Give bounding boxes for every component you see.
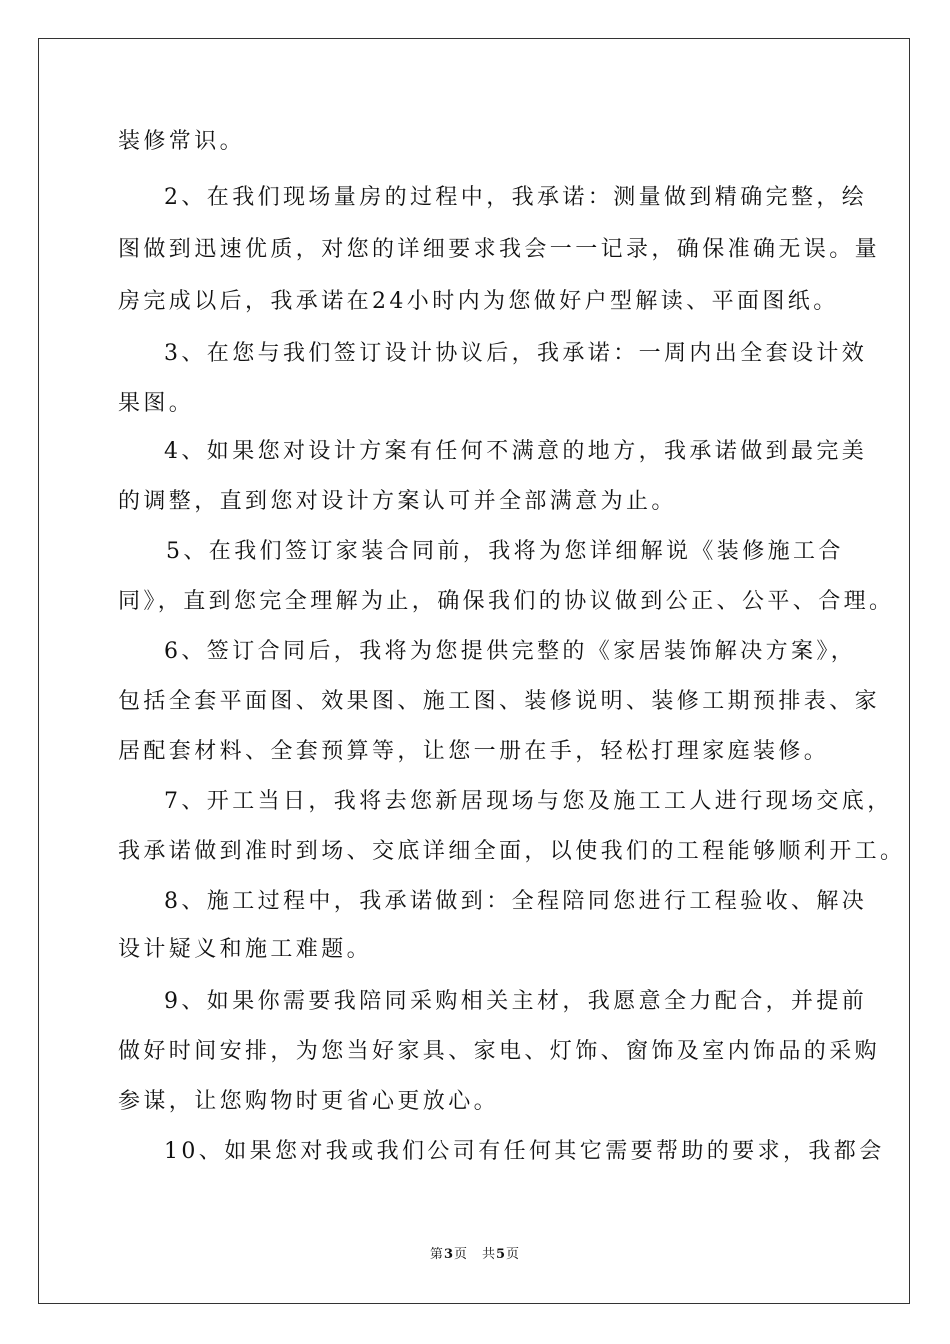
page-footer xyxy=(0,1246,950,1264)
text-line: 5、在我们签订家装合同前，我将为您详细解说《装修施工合 xyxy=(166,539,844,564)
text-line: 8、施工过程中，我承诺做到：全程陪同您进行工程验收、解决 xyxy=(164,889,868,914)
text-line: 居配套材料、全套预算等，让您一册在手，轻松打理家庭装修。 xyxy=(118,739,830,764)
text-line: 果图。 xyxy=(118,391,195,416)
page-label-mid: 页 共 xyxy=(453,1247,496,1262)
text-line: 3、在您与我们签订设计协议后，我承诺：一周内出全套设计效 xyxy=(164,341,868,366)
text-line: 2、在我们现场量房的过程中，我承诺：测量做到精确完整，绘 xyxy=(164,185,868,210)
current-page-number: 3 xyxy=(443,1247,454,1262)
text-line: 4、如果您对设计方案有任何不满意的地方，我承诺做到最完美 xyxy=(164,439,868,464)
text-line: 设计疑义和施工难题。 xyxy=(118,937,373,962)
text-line: 9、如果你需要我陪同采购相关主材，我愿意全力配合，并提前 xyxy=(164,989,868,1014)
text-line: 图做到迅速优质，对您的详细要求我会一一记录，确保准确无误。量 xyxy=(118,237,881,262)
text-line: 10、如果您对我或我们公司有任何其它需要帮助的要求，我都会 xyxy=(164,1139,885,1164)
text-line: 的调整，直到您对设计方案认可并全部满意为止。 xyxy=(118,489,677,514)
text-line: 7、开工当日，我将去您新居现场与您及施工工人进行现场交底， xyxy=(164,789,893,814)
total-page-number: 5 xyxy=(496,1247,507,1262)
text-line: 6、签订合同后，我将为您提供完整的《家居装饰解决方案》， xyxy=(164,639,857,664)
text-line: 我承诺做到准时到场、交底详细全面，以使我们的工程能够顺利开工。 xyxy=(118,839,906,864)
page-label-prefix: 第 xyxy=(429,1247,444,1262)
text-line: 同》，直到您完全理解为止，确保我们的协议做到公正、公平、合理。 xyxy=(118,589,895,614)
text-line: 装修常识。 xyxy=(118,129,246,154)
text-line: 做好时间安排，为您当好家具、家电、灯饰、窗饰及室内饰品的采购 xyxy=(118,1039,881,1064)
page-label-suffix: 页 xyxy=(506,1247,521,1262)
text-line: 包括全套平面图、效果图、施工图、装修说明、装修工期预排表、家 xyxy=(118,689,881,714)
text-line: 参谋，让您购物时更省心更放心。 xyxy=(118,1089,500,1114)
text-line: 房完成以后，我承诺在24小时内为您做好户型解读、平面图纸。 xyxy=(118,289,839,314)
